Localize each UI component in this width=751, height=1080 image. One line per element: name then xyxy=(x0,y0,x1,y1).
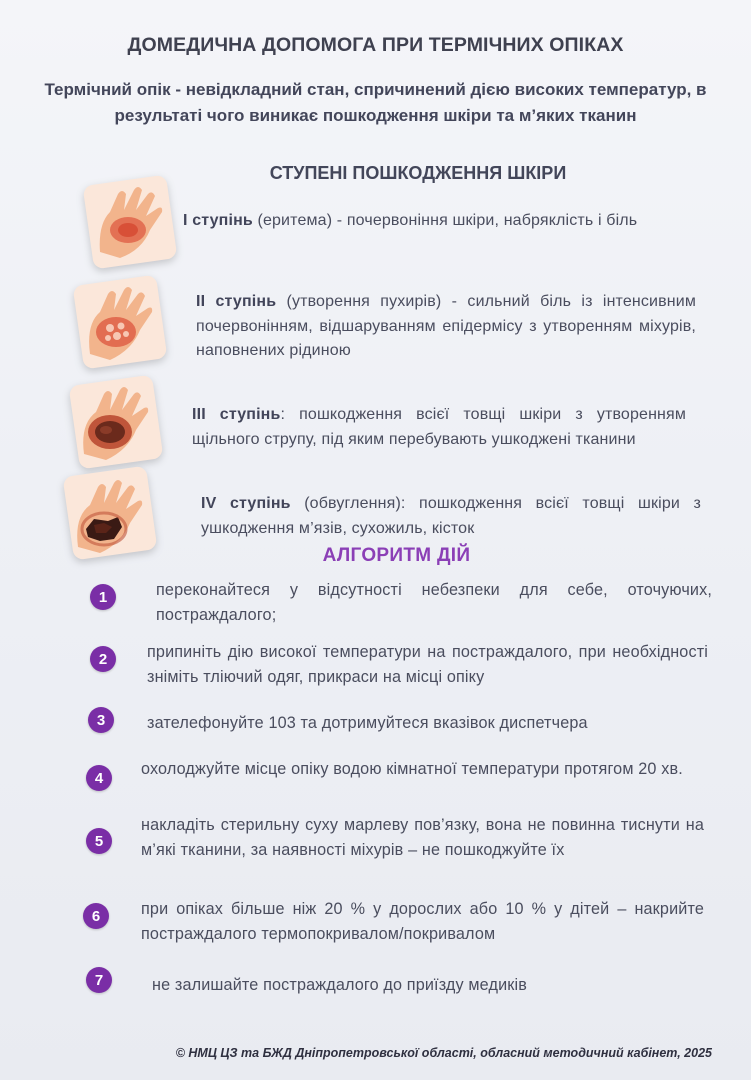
step-5-number: 5 xyxy=(86,828,112,854)
step-2-text: припиніть дію високої температури на постраждалого, при необхідності зніміть тліючий одяг, прикраси на місці опіку xyxy=(147,643,708,686)
step-1-number: 1 xyxy=(90,584,116,610)
step-6-number: 6 xyxy=(83,903,109,929)
degree-3-name: ІІІ ступінь xyxy=(192,406,281,423)
step-6-text: при опіках більше ніж 20 % у дорослих або 10 % у дітей – накрийте постраждалого термопокривалом/покривалом xyxy=(141,900,704,943)
degree-4-description: (обвуглення): пошкодження всієї товщі шкіри з ушкодження м’язів, сухожиль, кісток xyxy=(201,495,701,537)
degree-1-text xyxy=(183,209,723,234)
step-7-number: 7 xyxy=(86,967,112,993)
step-4-text: охолоджуйте місце опіку водою кімнатної температури протягом 20 хв. xyxy=(141,760,683,778)
degree-4-name: IV ступінь xyxy=(201,495,291,512)
step-7-text: не залишайте постраждалого до приїзду медиків xyxy=(152,976,527,994)
degree-2-text xyxy=(196,290,696,364)
second-degree-burn-icon xyxy=(70,272,170,372)
step-2-number: 2 xyxy=(90,646,116,672)
step-5-text: накладіть стерильну суху марлеву пов’язку, вона не повинна тиснути на м’які тканини, за наявності міхурів – не пошкоджуйте їх xyxy=(141,816,704,859)
step-3-number: 3 xyxy=(88,707,114,733)
degree-3-description: : пошкодження всієї товщі шкіри з утворенням щільного струпу, під яким перебувають ушкоджені тканини xyxy=(192,406,687,448)
step-1-text: переконайтеся у відсутності небезпеки для себе, оточуючих, постраждалого; xyxy=(156,581,712,624)
degree-1-description: (еритема) - почервоніння шкіри, набряклість і біль xyxy=(252,212,638,229)
first-degree-burn-icon xyxy=(80,172,180,272)
degree-2-name: ІІ ступінь xyxy=(196,293,277,310)
intro-definition: Термічний опік - невідкладний стан, спричинений дією високих температур, в результаті чого виникає пошкодження шкіри та м’яких тканин xyxy=(44,80,707,125)
algorithm-heading: АЛГОРИТМ ДІЙ xyxy=(322,545,471,566)
step-4-number: 4 xyxy=(86,765,112,791)
degree-4-text xyxy=(201,492,701,541)
degree-2-description: (утворення пухирів) - сильний біль із інтенсивним почервонінням, відшаруванням епідермісу з утворенням міхурів, наповнених рідиною xyxy=(196,293,697,359)
degree-1-name: І ступінь xyxy=(183,212,253,229)
page-title: ДОМЕДИЧНА ДОПОМОГА ПРИ ТЕРМІЧНИХ ОПІКАХ xyxy=(127,34,624,56)
degree-3-text xyxy=(192,403,686,452)
copyright-footer: © НМЦ ЦЗ та БЖД Дніпропетровської області, обласний методичний кабінет, 2025 xyxy=(175,1046,712,1060)
step-3-text: зателефонуйте 103 та дотримуйтеся вказівок диспетчера xyxy=(147,714,588,732)
third-degree-burn-icon xyxy=(66,372,166,472)
degrees-heading: СТУПЕНІ ПОШКОДЖЕННЯ ШКІРИ xyxy=(269,163,567,183)
